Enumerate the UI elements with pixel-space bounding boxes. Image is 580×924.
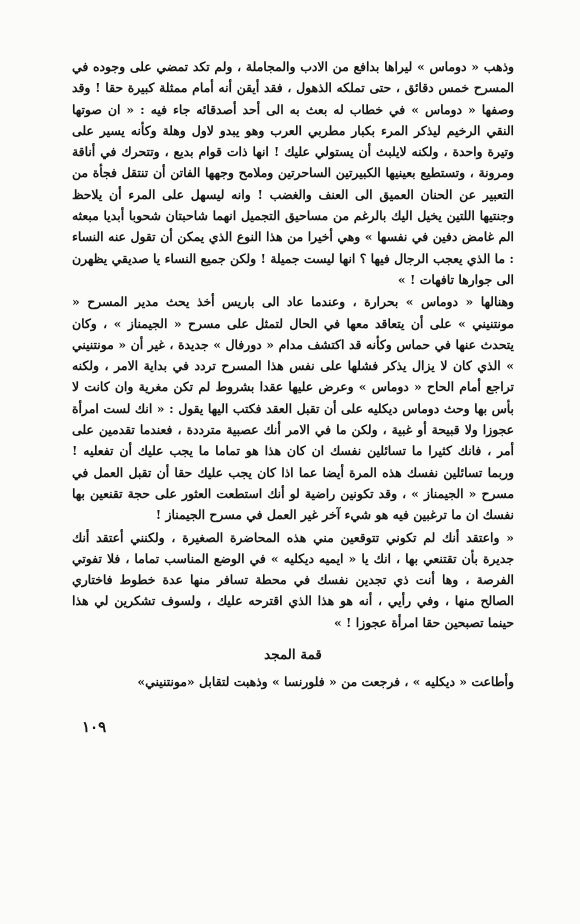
paragraph-advice: « واعتقد أنك لم تكوني تتوقعين مني هذه المحاضرة الصغيرة ، ولكنني أعتقد أنك جديرة بأن تقتنعي بها ، انك يا « ايميه ديكليه » في الوضع المناسب تماما ، فلا تفوتي الفرصة ، وها أنت ذي تجدين نفسك في محطة تسافر منها عدة خطوط فاختاري الصالح منها ، وفي رأيي ، أنه هو هذا الذي اقترحه عليك ، ولسوف تشكرين لي هذا حينما تصبحين حقا امرأة عجوزا ! »: [72, 529, 514, 630]
paragraph-dumas-letter: وذهب « دوماس » ليراها بدافع من الادب والمجاملة ، ولم تكد تمضي على وجوده في المسرح خمس دقائق ، حتى تملكه الذهول ، فقد أيقن أنه أمام ممثلة كبيرة حقا ! وقد وصفها « دوماس » في خطاب له بعث به الى أحد أصدقائه جاء فيه : « ان صوتها النقي الرخيم ليذكر المرء بكبار مطربي العرب وهو يبدو لاول وهلة وكأنه يسير على وتيرة واحدة ، ولكنه لايلبث أن يستولي عليك ! انها ذات قوام بديع ، وتتحرك في أناقة ومرونة ، وتستطيع بعينيها الكبيرتين الساحرتين وملامح وجهها الفاتن أن تنتقل فجأة من التعبير عن الحنان العميق الى العنف والغضب ! وانه ليسهل على المرء أن يلاحظ وجنتيها اللتين يخيل اليك بالرغم من مساحيق التجميل انهما شاحبتان شحوبا أبديا مبعثه الم غامض دفين في نفسها » وهي أخيرا من هذا النوع الذي يمكن أن تقول عنه النساء : ما الذي يعجب الرجال فيها ؟ انها ليست جميلة ! ولكن جميع النساء يا صديقي يظهرن الى جوارها تافهات ! »: [72, 59, 514, 287]
page-number: ١٠٩: [82, 718, 107, 736]
section-heading: قمة المجد: [264, 647, 322, 664]
paragraph-contract: وهنالها « دوماس » بحرارة ، وعندما عاد الى باريس أخذ يحث مدير المسرح « مونتنيني » على أن يتعاقد معها في الحال لتمثل على مسرح « الجيمناز » ، وكان يتحدث عنها في حماس وكأنه قد اكتشف مدام « دورفال » جديدة ، غير أن « مونتنيني » الذي كان لا يزال يذكر فشلها على نفس هذا المسرح تردد في بداية الامر ، ولكنه تراجع أمام الحاح « دوماس » وعرض عليها عقدا بشروط لم تكن مغرية وان كانت لا بأس بها وحث دوماس ديكليه على أن تقبل العقد فكتب اليها يقول : « انك لست امرأة عجوزا ولا قبيحة أو غبية ، ولكن ما في الامر أنك عصبية مترددة ، فعندما تقدمين على أمر ، فانك كثيرا ما تسائلين نفسك ان كان هذا هو تماما ما يجب عليك أن تفعليه ! وربما تسائلين نفسك هذه المرة أيضا عما اذا كان يجب عليك حقا أن تقبل العمل في مسرح « الجيمناز » ، وقد تكونين راضية لو أنك استطعت العثور على حجة تقنعين بها نفسك ان ما ترغبين فيه هو شيء آخر غير العمل في مسرح الجيمناز !: [72, 294, 514, 523]
paragraph-continuation: وأطاعت « ديكليه » ، فرجعت من « فلورنسا » وذهبت لتقابل «مونتنيني»: [137, 674, 514, 690]
page-body: [72, 56, 514, 692]
